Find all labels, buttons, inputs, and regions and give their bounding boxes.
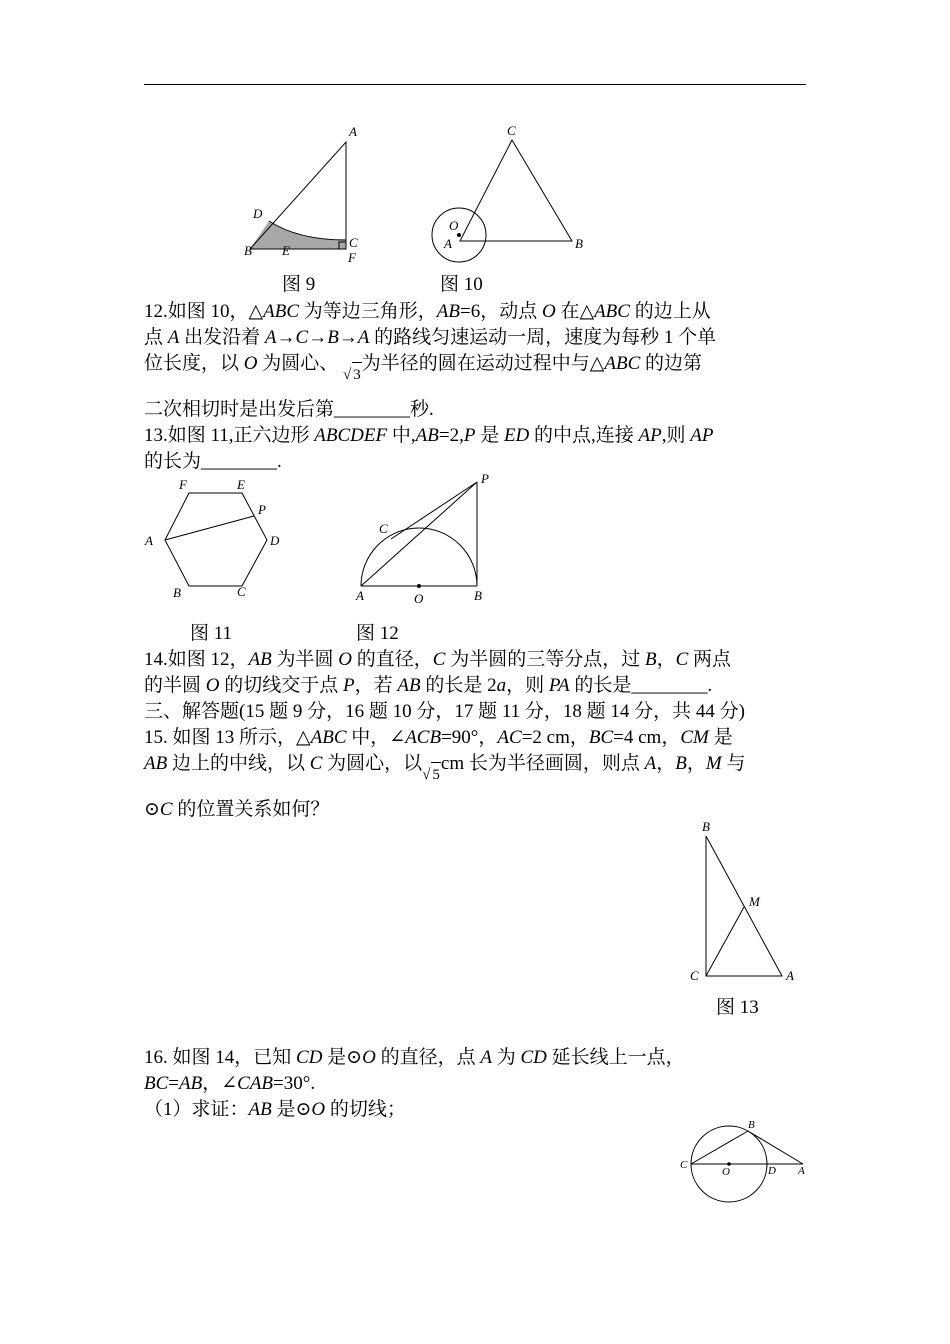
caption-fig9: 图 9 (282, 274, 316, 295)
figure-10 (428, 122, 598, 262)
q15-line1: 15. 如图 13 所示，△ABC 中，∠ACB=90°，AC=2 cm，BC=4 cm，CM 是 (144, 727, 733, 748)
label-e: E (282, 243, 290, 258)
label-b: B (748, 1119, 755, 1131)
label-p: P (481, 471, 489, 486)
label-c: C (690, 968, 699, 983)
label-a: A (356, 588, 364, 603)
label-b: B (474, 588, 482, 603)
tangent-ba (748, 1131, 803, 1164)
section-heading: 三、解答题(15 题 9 分，16 题 10 分，17 题 11 分，18 题 14 分，共 44 分) (144, 701, 745, 722)
q12-line4: 二次相切时是出发后第________秒. (144, 399, 434, 420)
label-d: D (253, 206, 263, 221)
label-b: B (244, 243, 252, 258)
caption-fig12: 图 12 (356, 623, 399, 644)
shaded-region (250, 221, 346, 249)
label-c: C (507, 123, 516, 138)
q12-line3: 位长度，以 O 为圆心、 √ 3为半径的圆在运动过程中与△ABC 的边第 (144, 352, 702, 377)
semicircle (361, 528, 477, 586)
q16-line2: BC=AB，∠CAB=30°. (144, 1073, 316, 1094)
label-c: C (349, 235, 358, 250)
label-o: O (449, 218, 459, 233)
label-o: O (414, 591, 424, 606)
q16-line1: 16. 如图 14，已知 CD 是⊙O 的直径，点 A 为 CD 延长线上一点， (144, 1047, 685, 1068)
point-o (417, 584, 421, 588)
label-d: D (270, 533, 280, 548)
label-d: D (768, 1165, 776, 1177)
caption-fig13: 图 13 (716, 997, 759, 1018)
q13-line1: 13.如图 11,正六边形 ABCDEF 中,AB=2,P 是 ED 的中点,连接 AP,则 AP (144, 425, 714, 446)
label-f: F (179, 477, 187, 492)
label-a: A (798, 1165, 805, 1177)
median-cm (706, 907, 744, 976)
q15-line2: AB 边上的中线，以 C 为圆心，以√ 5cm 长为半径画圆，则点 A，B，M 与 (144, 752, 745, 777)
q16-line3: （1）求证：AB 是⊙O 的切线； (144, 1099, 406, 1120)
label-a: A (786, 968, 794, 983)
label-f: F (348, 250, 356, 265)
q12-line1: 12.如图 10，△ABC 为等边三角形，AB=6，动点 O 在△ABC 的边上从 (144, 301, 711, 322)
q15-line3: ⊙C 的位置关系如何？ (144, 799, 330, 820)
hexagon (165, 493, 267, 586)
label-p: P (258, 502, 266, 517)
label-e: E (237, 477, 245, 492)
label-o: O (722, 1166, 730, 1178)
sqrt-5: √ 5 (422, 762, 441, 787)
label-a: A (145, 533, 153, 548)
caption-fig10: 图 10 (440, 274, 483, 295)
label-c: C (237, 584, 246, 599)
q13-line2: 的长为________. (144, 451, 282, 472)
label-c: C (379, 521, 388, 536)
caption-fig11: 图 11 (190, 623, 233, 644)
label-b: B (173, 585, 181, 600)
figure-13 (685, 814, 805, 986)
sqrt-3: √ 3 (343, 362, 362, 387)
q14-line1: 14.如图 12，AB 为半圆 O 的直径，C 为半圆的三等分点，过 B，C 两点 (144, 649, 732, 670)
triangle-abc (460, 140, 572, 241)
segment-cb (691, 1131, 748, 1164)
label-b: B (702, 819, 710, 834)
figure-11 (140, 472, 290, 607)
label-b: B (575, 236, 583, 251)
label-m: M (749, 894, 760, 909)
triangle-abc (250, 142, 346, 249)
q12-line2: 点 A 出发沿着 A→C→B→A 的路线匀速运动一周，速度为每秒 1 个单 (144, 327, 717, 348)
figure-12 (350, 470, 500, 610)
label-a: A (444, 236, 452, 251)
tangent-pc (391, 482, 477, 539)
figure-9 (236, 122, 366, 268)
point-o (457, 233, 461, 237)
label-a: A (349, 124, 357, 139)
q14-line2: 的半圆 O 的切线交于点 P，若 AB 的长是 2a，则 PA 的长是________. (144, 675, 713, 696)
label-c: C (680, 1159, 688, 1171)
segment-ap (165, 516, 254, 540)
header-rule (144, 84, 806, 85)
figure-14 (676, 1112, 816, 1212)
